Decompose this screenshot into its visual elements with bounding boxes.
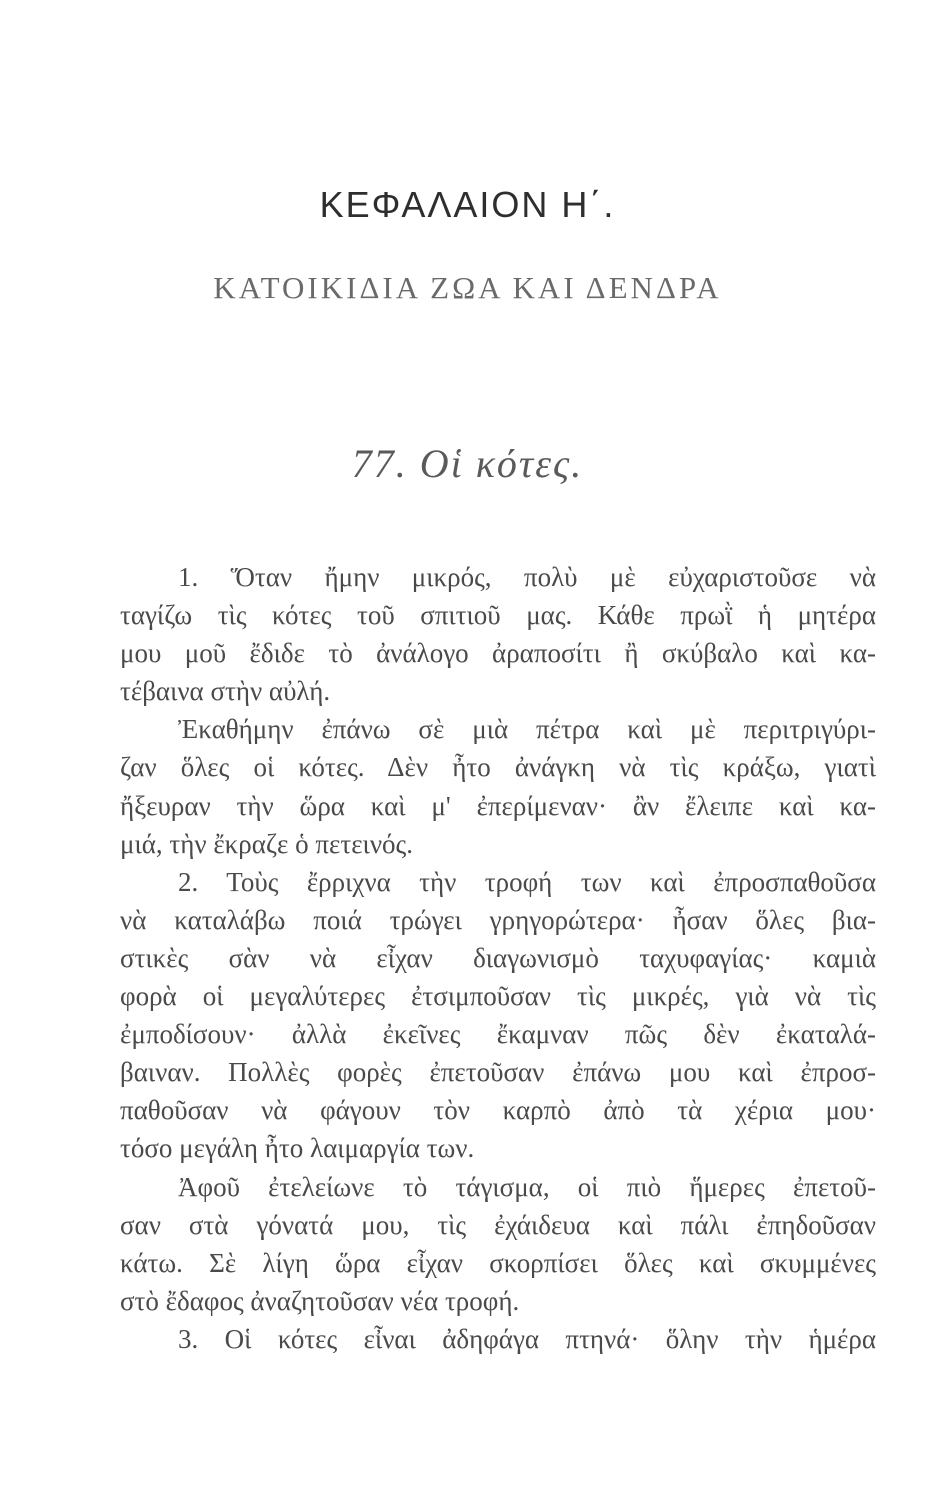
- text-line: μου μοῦ ἔδιδε τὸ ἀνάλογο ἀραποσίτι ἢ σκύβαλο καὶ κα-: [120, 638, 876, 669]
- chapter-label: ΚΕΦΑΛΑΙΟΝ Η΄.: [319, 184, 616, 225]
- text-line: ζαν ὅλες οἱ κότες. Δὲν ἦτο ἀνάγκη νὰ τὶς κράξω, γιατὶ: [120, 752, 876, 783]
- text-line: βαιναν. Πολλὲς φορὲς ἐπετοῦσαν ἐπάνω μου καὶ ἐπροσ-: [120, 1057, 876, 1088]
- text-line: παθοῦσαν νὰ φάγουν τὸν καρπὸ ἀπὸ τὰ χέρια μου·: [120, 1095, 876, 1126]
- text-line: 3. Οἱ κότες εἶναι ἀδηφάγα πτηνά· ὅλην τὴν ἡμέρα: [178, 1323, 876, 1354]
- text-line: 2. Τοὺς ἔρριχνα τὴν τροφή των καὶ ἐπροσπαθοῦσα: [178, 866, 876, 897]
- text-line: σαν στὰ γόνατά μου, τὶς ἐχάιδευα καὶ πάλι ἐπηδοῦσαν: [120, 1209, 876, 1240]
- text-line: στὸ ἔδαφος ἀναζητοῦσαν νέα τροφή.: [120, 1285, 520, 1316]
- text-line: μιά, τὴν ἔκραζε ὁ πετεινός.: [120, 828, 413, 859]
- text-line: ἤξευραν τὴν ὥρα καὶ μ' ἐπερίμεναν· ἂν ἔλειπε καὶ κα-: [120, 790, 876, 821]
- text-line: 1. Ὅταν ἤμην μικρός, πολὺ μὲ εὐχαριστοῦσε νὰ: [178, 562, 876, 592]
- section-title: 77. Οἱ κότες.: [351, 441, 584, 486]
- text-line: τέβαινα στὴν αὐλή.: [120, 676, 331, 707]
- text-line: τόσο μεγάλη ἦτο λαιμαργία των.: [120, 1133, 475, 1164]
- chapter-title: ΚΑΤΟΙΚΙΔΙΑ ΖΩΑ ΚΑΙ ΔΕΝΔΡΑ: [213, 270, 722, 305]
- text-line: ταγίζω τὶς κότες τοῦ σπιτιοῦ μας. Κάθε πρωῒ ἡ μητέρα: [120, 600, 876, 631]
- text-line: κάτω. Σὲ λίγη ὥρα εἶχαν σκορπίσει ὅλες καὶ σκυμμένες: [120, 1247, 876, 1278]
- text-line: στικὲς σὰν νὰ εἶχαν διαγωνισμὸ ταχυφαγίας· καμιὰ: [120, 942, 876, 973]
- text-line: Ἐκαθήμην ἐπάνω σὲ μιὰ πέτρα καὶ μὲ περιτριγύρι-: [178, 714, 876, 745]
- text-line: νὰ καταλάβω ποιά τρώγει γρηγορώτερα· ἦσαν ὅλες βια-: [120, 904, 876, 935]
- text-line: φορὰ οἱ μεγαλύτερες ἐτσιμποῦσαν τὶς μικρές, γιὰ νὰ τὶς: [120, 981, 876, 1012]
- text-line: ἐμποδίσουν· ἀλλὰ ἐκεῖνες ἔκαμναν πῶς δὲν ἐκαταλά-: [120, 1019, 876, 1050]
- body-text: [120, 558, 876, 1358]
- text-line: Ἀφοῦ ἐτελείωνε τὸ τάγισμα, οἱ πιὸ ἥμερες ἐπετοῦ-: [178, 1171, 876, 1202]
